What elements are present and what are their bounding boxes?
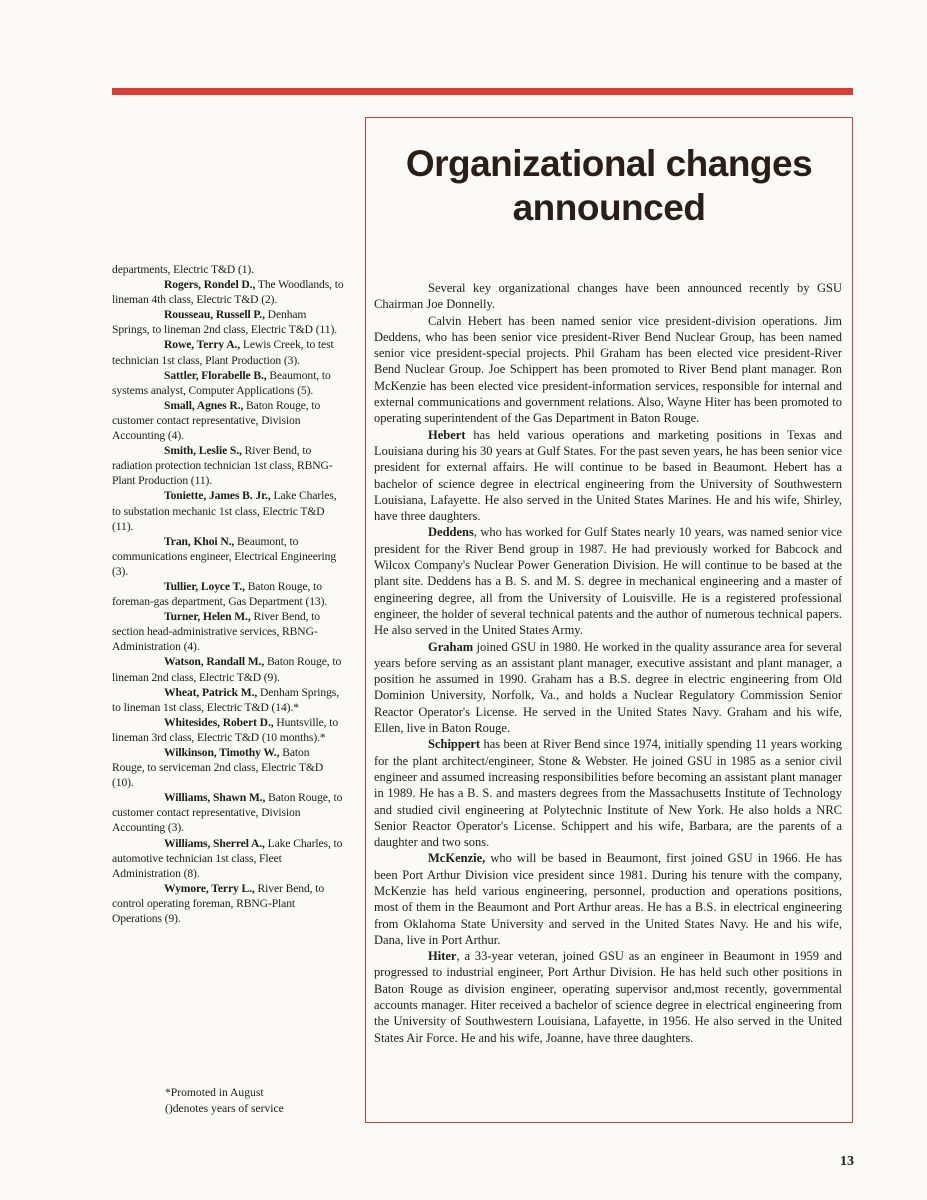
- paragraph-lead: Schippert: [428, 737, 481, 752]
- employee-name: Rousseau, Russell P.,: [164, 308, 265, 322]
- promotion-entry: Small, Agnes R., Baton Rouge, to customer contact representative, Division Accounting (4).: [112, 398, 321, 443]
- promotion-entry: Rogers, Rondel D., The Woodlands, to lineman 4th class, Electric T&D (2).: [112, 278, 344, 307]
- promotion-entry: Rousseau, Russell P., Denham Springs, to lineman 2nd class, Electric T&D (11).: [112, 308, 337, 337]
- promotion-entry: Turner, Helen M., River Bend, to section head-administrative services, RBNG-Administration (4).: [112, 610, 320, 654]
- promotion-entry: Watson, Randall M., Baton Rouge, to lineman 2nd class, Electric T&D (9).: [112, 655, 342, 684]
- employee-name: Rowe, Terry A.,: [164, 338, 241, 352]
- promotion-entry: Tullier, Loyce T., Baton Rouge, to foreman-gas department, Gas Department (13).: [112, 579, 328, 609]
- article-paragraph: Graham joined GSU in 1980. He worked in the quality assurance area for several years before serving as an assistant plant manager, executive assistant and plant manager, a position he assumed in 1990. Graham has a B.S. degree in electric engineering from Old Dominion University, Norfolk, Va., and holds a Nuclear Regulatory Commission Senior Reactor Operator's License. He served in the United States Navy. Graham and his wife, Ellen, live in Baton Rouge.: [374, 639, 842, 736]
- article-paragraph: Hebert has held various operations and marketing positions in Texas and Louisiana during his 30 years at Gulf States. For the past seven years, he has been senior vice president for external affairs. He will continue to be based in Beaumont. Hebert has a bachelor of science degree in electrical engineering from the University of Southwestern Louisiana, Lafayette. He also served in the United States Marines. He and his wife, Shirley, have three daughters.: [374, 427, 842, 524]
- employee-name: Whitesides, Robert D.,: [164, 715, 274, 729]
- employee-name: Williams, Shawn M.,: [164, 791, 266, 805]
- employee-name: Turner, Helen M.,: [164, 610, 251, 624]
- promotion-entry: Wymore, Terry L., River Bend, to control operating foreman, RBNG-Plant Operations (9).: [112, 881, 325, 926]
- promotion-entry: Williams, Shawn M., Baton Rouge, to customer contact representative, Division Accounting (3).: [112, 791, 343, 835]
- employee-name: Tullier, Loyce T.,: [164, 579, 245, 593]
- employee-name: Wheat, Patrick M.,: [164, 685, 258, 699]
- employee-name: Wymore, Terry L.,: [164, 881, 255, 895]
- article-paragraph: Deddens, who has worked for Gulf States nearly 10 years, was named senior vice president for the River Bend group in 1987. He had previously worked for Babcock and Wilcox Company's Nuclear Power Generation Division. He will continue to be based at the plant site. Deddens has a B. S. and M. S. degree in mechanical engineering and a master of engineering degree, all from the University of Louisville. He is a registered professional engineer, the holder of several technical patents and the author of numerous technical papers. He also served in the United States Army.: [374, 525, 842, 638]
- article-paragraph: Several key organizational changes have been announced recently by GSU Chairman Joe Donnelly.: [374, 281, 842, 312]
- promotion-entry: Rowe, Terry A., Lewis Creek, to test technician 1st class, Plant Production (3).: [112, 338, 334, 367]
- promoted-note: *Promoted in August: [165, 1086, 264, 1099]
- employee-name: Toniette, James B. Jr.,: [164, 489, 271, 503]
- promotion-entry: departments, Electric T&D (1).: [112, 263, 254, 276]
- paragraph-lead: McKenzie,: [428, 851, 486, 866]
- promotion-entry: Tran, Khoi N., Beaumont, to communications engineer, Electrical Engineering (3).: [112, 534, 337, 578]
- employee-name: Watson, Randall M.,: [164, 655, 265, 669]
- paragraph-lead: Hebert: [428, 427, 466, 442]
- promotion-entry: Wilkinson, Timothy W., Baton Rouge, to serviceman 2nd class, Electric T&D (10).: [112, 746, 324, 790]
- page-number: 13: [840, 1154, 854, 1169]
- employee-name: Smith, Leslie S.,: [164, 444, 242, 458]
- service-note: ()denotes years of service: [165, 1101, 284, 1115]
- article-title: Organizational changes announced: [405, 143, 813, 228]
- promotion-entry: Sattler, Florabelle B., Beaumont, to systems analyst, Computer Applications (5).: [112, 368, 331, 397]
- promotion-entry: Smith, Leslie S., River Bend, to radiation protection technician 1st class, RBNG-Plant Production (11).: [112, 444, 333, 488]
- promotion-entry: Wheat, Patrick M., Denham Springs, to lineman 1st class, Electric T&D (14).*: [112, 685, 339, 714]
- promotion-entry: Williams, Sherrel A., Lake Charles, to automotive technician 1st class, Fleet Administration (8).: [112, 836, 343, 880]
- article-paragraph: Calvin Hebert has been named senior vice president-division operations. Jim Deddens, who has been senior vice president-River Bend Nuclear Group, has been named senior vice president-special projects. Phil Graham has been elected vice president-River Bend Nuclear Group. Joe Schippert has been promoted to River Bend plant manager. Ron McKenzie has been elected vice president-information services, responsible for internal and external communications and government relations. Also, Wayne Hiter has been promoted to operating superintendent of the Gas Department in Baton Rouge.: [374, 313, 842, 426]
- employee-name: Tran, Khoi N.,: [164, 534, 235, 548]
- employee-name: Rogers, Rondel D.,: [164, 278, 256, 292]
- employee-name: Sattler, Florabelle B.,: [164, 368, 267, 382]
- paragraph-lead: Hiter: [428, 949, 457, 964]
- promotion-entry: Toniette, James B. Jr., Lake Charles, to substation mechanic 1st class, Electric T&D (11).: [112, 489, 337, 533]
- article-paragraph: McKenzie, who will be based in Beaumont, first joined GSU in 1966. He has been Port Arthur Division vice president since 1981. During his tenure with the company, McKenzie has held various engineering, personnel, production and operations positions, most of them in the Beaumont and Port Arthur areas. He has a B.S. in electrical engineering from Oklahoma State University and served in the United States Navy. He and his wife, Dana, live in Port Arthur.: [374, 851, 842, 947]
- employee-name: Williams, Sherrel A.,: [164, 836, 265, 850]
- article-body: [374, 280, 842, 1046]
- employee-name: Wilkinson, Timothy W.,: [164, 746, 280, 759]
- employee-name: Small, Agnes R.,: [164, 398, 244, 412]
- paragraph-lead: Deddens: [428, 525, 474, 540]
- promotions-column: [112, 262, 344, 926]
- paragraph-lead: Graham: [428, 639, 474, 654]
- article-box: [365, 117, 853, 1123]
- article-paragraph: Schippert has been at River Bend since 1974, initially spending 11 years working for the plant architect/engineer, Stone & Webster. He joined GSU in 1985 as a senior civil engineer and assumed increasing responsibilities before becoming an assistant plant manager in 1989. He has a B. S. and masters degrees from the Massachusetts Institute of Technology and studied civil engineering at Polytechnic Institute of New York. He also holds a NRC Senior Reactor Operator's License. Schippert and his wife, Barbara, are the parents of a daughter and two sons.: [374, 737, 842, 850]
- footnotes: [165, 1085, 345, 1116]
- top-accent-rule: [112, 88, 853, 95]
- article-paragraph: Hiter, a 33-year veteran, joined GSU as an engineer in Beaumont in 1959 and progressed to industrial engineer, Port Arthur Division. He has held such other positions in Baton Rouge as division engineer, operating supervisor and,most recently, governmental accounts manager. Hiter received a bachelor of science degree in electrical engineering from the University of Southwestern Louisiana, Lafayette, in 1956. He also served in the United States Air Force. He and his wife, Joanne, have three daughters.: [374, 949, 842, 1045]
- promotion-entry: Whitesides, Robert D., Huntsville, to lineman 3rd class, Electric T&D (10 months).*: [112, 715, 339, 744]
